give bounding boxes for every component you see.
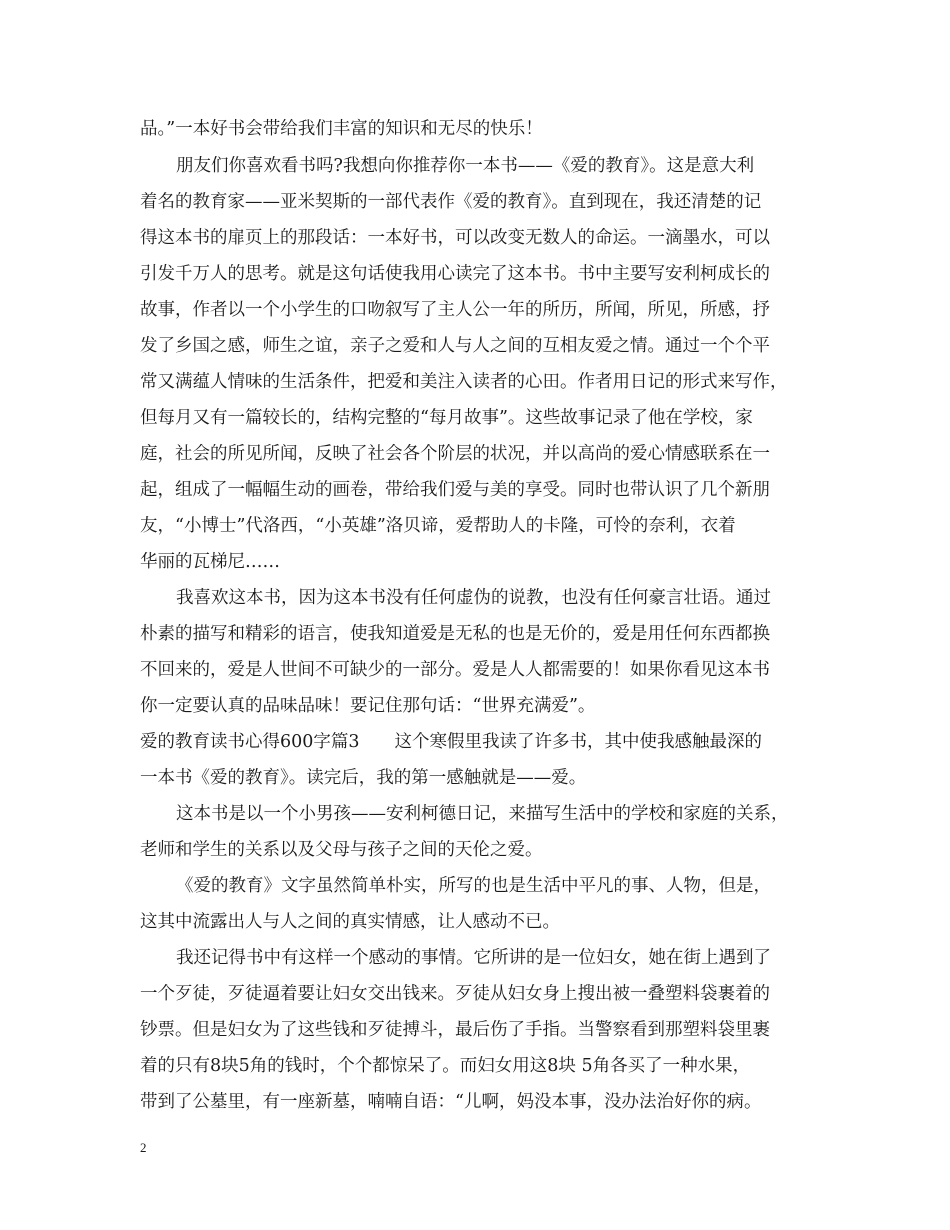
text-line: 这其中流露出人与人之间的真实情感，让人感动不已。 xyxy=(140,912,560,932)
page-number: 2 xyxy=(140,1140,147,1155)
text-line: 友，“小博士”代洛西，“小英雄”洛贝谛，爱帮助人的卡隆，可怜的奈利，衣着 xyxy=(140,516,736,536)
text-line: 但每月又有一篇较长的，结构完整的“每月故事”。这些故事记录了他在学校，家 xyxy=(140,408,753,428)
text-line: 引发千万人的思考。就是这句话使我用心读完了这本书。书中主要写安利柯成长的 xyxy=(140,264,770,284)
paragraph-start-line: 《爱的教育》文字虽然简单朴实，所写的也是生活中平凡的事、人物，但是， xyxy=(176,876,771,896)
text-line: 庭，社会的所见所闻，反映了社会各个阶层的状况，并以高尚的爱心情感联系在一 xyxy=(140,444,770,464)
paragraph-start-line: 我喜欢这本书，因为这本书没有任何虚伪的说教，也没有任何豪言壮语。通过 xyxy=(176,588,771,608)
text-line: 得这本书的扉页上的那段话：一本好书，可以改变无数人的命运。一滴墨水，可以 xyxy=(140,228,770,248)
section-heading-line: 爱的教育读书心得600字篇3 这个寒假里我读了许多书，其中使我感触最深的 xyxy=(140,732,763,752)
text-line: 一本书《爱的教育》。读完后，我的第一感触就是——爱。 xyxy=(140,768,587,788)
text-line: 发了乡国之感，师生之谊，亲子之爱和人与人之间的互相友爱之情。通过一个个平 xyxy=(140,336,770,356)
text-line: 起，组成了一幅幅生动的画卷，带给我们爱与美的享受。同时也带认识了几个新朋 xyxy=(140,480,770,500)
text-line: 钞票。但是妇女为了这些钱和歹徒搏斗，最后伤了手指。当警察看到那塑料袋里裹 xyxy=(140,1020,770,1040)
text-line: 带到了公墓里，有一座新墓，喃喃自语：“儿啊，妈没本事，没办法治好你的病。 xyxy=(140,1092,762,1112)
text-line: 一个歹徒，歹徒逼着要让妇女交出钱来。歹徒从妇女身上搜出被一叠塑料袋裹着的 xyxy=(140,984,770,1004)
text-line: 着名的教育家——亚米契斯的一部代表作《爱的教育》。直到现在，我还清楚的记 xyxy=(140,192,762,212)
paragraph-start-line: 朋友们你喜欢看书吗?我想向你推荐你一本书——《爱的教育》。这是意大利 xyxy=(176,156,755,176)
text-line: 品。”一本好书会带给我们丰富的知识和无尽的快乐！ xyxy=(140,119,543,139)
paragraph-start-line: 这本书是以一个小男孩——安利柯德日记，来描写生活中的学校和家庭的关系， xyxy=(176,804,789,824)
paragraph-start-line: 我还记得书中有这样一个感动的事情。它所讲的是一位妇女，她在街上遇到了 xyxy=(176,948,771,968)
text-line: 常又满蕴人情味的生活条件，把爱和美注入读者的心田。作者用日记的形式来写作， xyxy=(140,372,788,392)
text-line: 你一定要认真的品味品味！要记住那句话：“世界充满爱”。 xyxy=(140,696,596,716)
text-line: 着的只有8块5角的钱时，个个都惊呆了。而妇女用这8块 5角各买了一种水果， xyxy=(140,1056,751,1076)
text-line: 老师和学生的关系以及父母与孩子之间的天伦之爱。 xyxy=(140,840,543,860)
text-line: 故事，作者以一个小学生的口吻叙写了主人公一年的所历，所闻，所见，所感，抒 xyxy=(140,300,770,320)
text-line: 朴素的描写和精彩的语言，使我知道爱是无私的也是无价的，爱是用任何东西都换 xyxy=(140,624,770,644)
text-line: 华丽的瓦梯尼…… xyxy=(140,552,280,572)
text-line: 不回来的，爱是人世间不可缺少的一部分。爱是人人都需要的！如果你看见这本书 xyxy=(140,660,770,680)
